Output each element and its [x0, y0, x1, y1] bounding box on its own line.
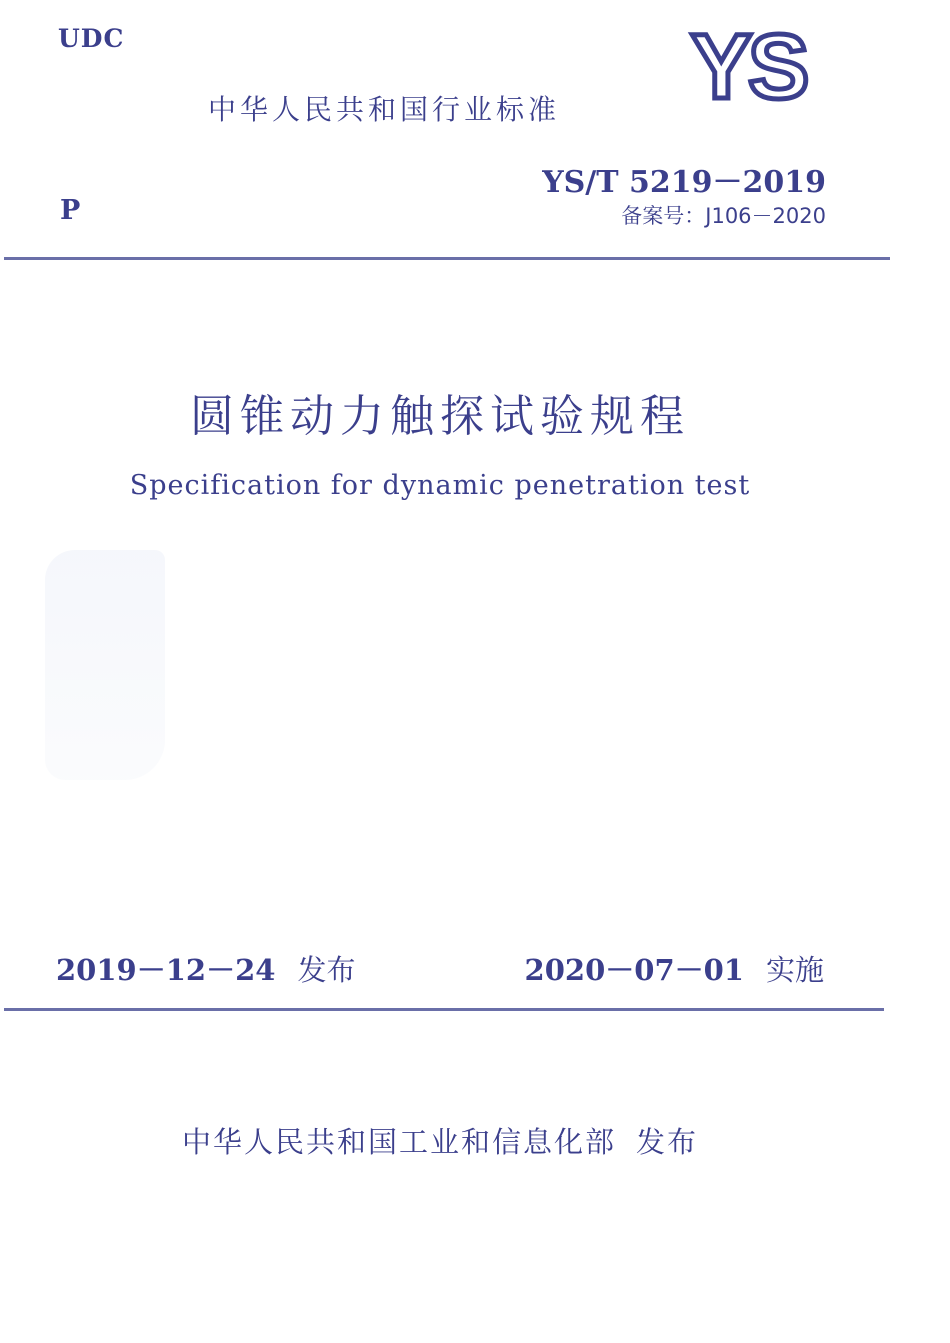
ys-logo: [668, 22, 828, 108]
filing-number: 备案号：J106－2020: [621, 204, 826, 228]
ys-logo-text: YS: [690, 22, 806, 108]
publish-label: 发布: [636, 1125, 699, 1159]
publisher-name: 中华人民共和国工业和信息化部: [181, 1125, 616, 1159]
title-english: Specification for dynamic penetration test: [129, 470, 751, 501]
issue-date-block: [56, 948, 355, 989]
title-chinese: 圆锥动力触探试验规程: [190, 391, 690, 442]
implementation-label: 实施: [765, 953, 824, 987]
udc-label: UDC: [58, 24, 125, 53]
publisher-line: [0, 1120, 880, 1161]
standard-number: YS/T 5219－2019: [542, 165, 826, 200]
scan-smudge: [45, 550, 165, 780]
implementation-date: 2020－07－01: [524, 953, 744, 987]
top-divider: [4, 257, 890, 260]
implementation-date-block: [525, 948, 824, 989]
bottom-divider: [4, 1008, 884, 1011]
standard-type: 中华人民共和国行业标准: [208, 93, 561, 126]
issue-date: 2019－12－24: [56, 953, 276, 987]
category-code: P: [60, 195, 81, 226]
issue-label: 发布: [297, 953, 356, 987]
